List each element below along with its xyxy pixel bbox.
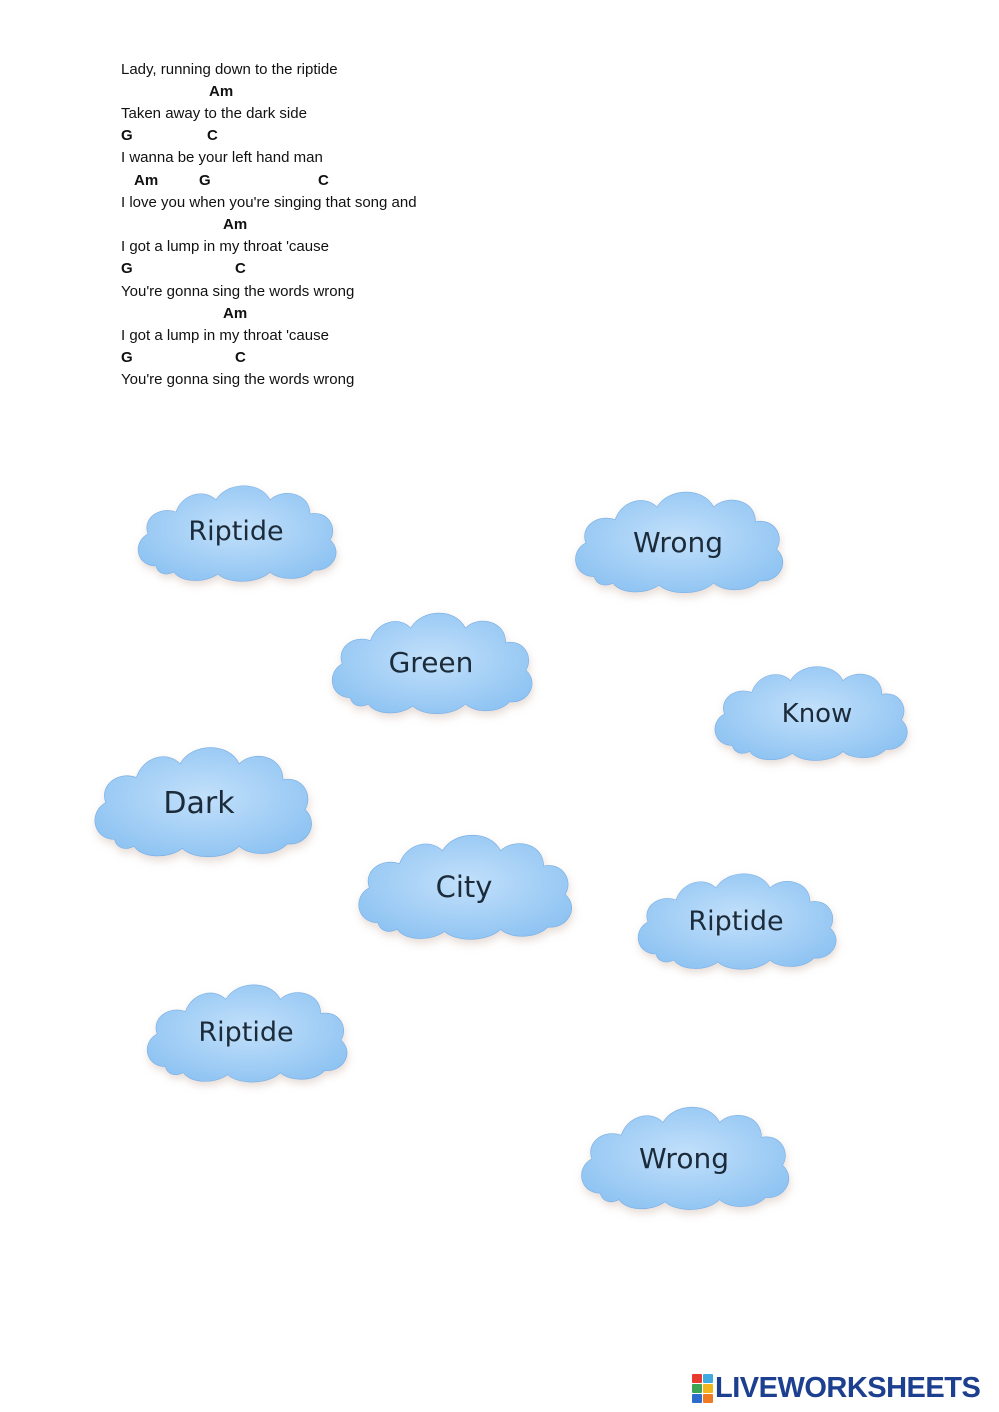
chord-label: G <box>121 127 133 144</box>
cloud-word: Wrong <box>633 526 723 559</box>
lyric-line: Lady, running down to the riptide <box>121 61 338 78</box>
chord-label: Am <box>223 216 248 233</box>
chord-label: Am <box>134 172 159 189</box>
lyric-line: I got a lump in my throat 'cause <box>121 238 329 255</box>
brand-name: LIVEWORKSHEETS <box>715 1372 981 1404</box>
lyric-line: I love you when you're singing that song and <box>121 194 417 211</box>
cloud-word: Riptide <box>188 516 284 547</box>
word-cloud-riptide[interactable] <box>630 868 842 980</box>
liveworksheets-logo <box>692 1371 980 1405</box>
lyric-line: You're gonna sing the words wrong <box>121 283 355 300</box>
word-cloud-green[interactable] <box>324 607 538 725</box>
cloud-word: Riptide <box>688 906 784 937</box>
word-cloud-riptide[interactable] <box>139 979 353 1093</box>
word-cloud-wrong[interactable] <box>573 1101 795 1221</box>
word-cloud-riptide[interactable] <box>130 480 342 592</box>
lyric-line: I wanna be your left hand man <box>121 149 323 166</box>
cloud-word: Green <box>388 646 474 679</box>
lyric-line: I got a lump in my throat 'cause <box>121 327 329 344</box>
cloud-word: Wrong <box>639 1142 729 1175</box>
chord-label: C <box>235 260 246 277</box>
chord-label: C <box>235 349 246 366</box>
chord-label: C <box>318 172 329 189</box>
word-cloud-city[interactable] <box>350 829 578 951</box>
chord-label: Am <box>209 83 234 100</box>
cloud-word: City <box>435 870 493 904</box>
word-cloud-wrong[interactable] <box>567 486 789 604</box>
cloud-word: Know <box>781 699 853 729</box>
chord-label: G <box>199 172 211 189</box>
word-cloud-dark[interactable] <box>86 741 318 869</box>
chord-label: C <box>207 127 218 144</box>
chord-label: Am <box>223 305 248 322</box>
cloud-word: Riptide <box>198 1017 294 1048</box>
word-cloud-know[interactable] <box>707 661 913 771</box>
chord-label: G <box>121 260 133 277</box>
liveworksheets-logo-icon <box>692 1374 712 1402</box>
lyric-line: You're gonna sing the words wrong <box>121 371 355 388</box>
chord-label: G <box>121 349 133 366</box>
lyric-line: Taken away to the dark side <box>121 105 307 122</box>
cloud-word: Dark <box>163 786 235 821</box>
